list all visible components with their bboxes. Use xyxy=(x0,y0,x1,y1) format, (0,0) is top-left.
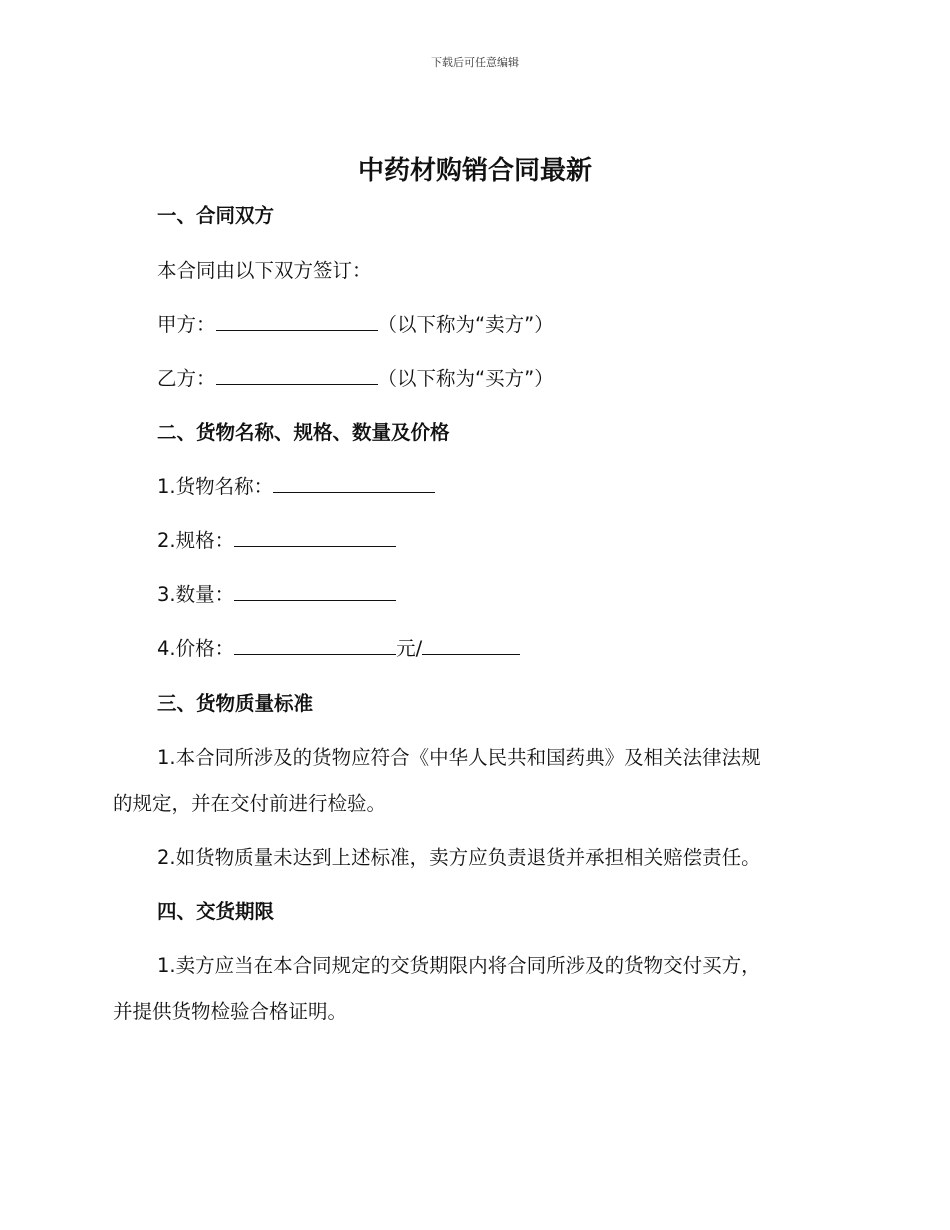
goods-qty-label: 3.数量： xyxy=(157,583,235,606)
section-heading-delivery: 四、交货期限 xyxy=(157,900,275,923)
section-heading-quality: 三、货物质量标准 xyxy=(157,692,314,715)
party-b-note: （以下称为“买方”） xyxy=(377,367,554,390)
party-a-line xyxy=(157,309,554,337)
goods-price-unit-blank[interactable] xyxy=(422,635,520,655)
goods-price-label: 4.价格： xyxy=(157,637,235,660)
document-title: 中药材购销合同最新 xyxy=(357,156,592,186)
party-b-line xyxy=(157,363,554,391)
goods-qty-blank[interactable] xyxy=(234,581,396,601)
goods-qty-line xyxy=(157,579,396,607)
quality-p2: 2.如货物质量未达到上述标准，卖方应负责退货并承担相关赔偿责任。 xyxy=(157,846,761,869)
section-heading-parties: 一、合同双方 xyxy=(157,204,275,227)
quality-p1-line1: 1.本合同所涉及的货物应符合《中华人民共和国药典》及相关法律法规 xyxy=(157,746,761,769)
delivery-p1-line1: 1.卖方应当在本合同规定的交货期限内将合同所涉及的货物交付买方， xyxy=(157,954,761,977)
party-b-label: 乙方： xyxy=(157,367,216,390)
parties-intro: 本合同由以下双方签订： xyxy=(157,259,372,282)
party-a-label: 甲方： xyxy=(157,313,216,336)
goods-price-unit: 元/ xyxy=(396,637,423,660)
goods-spec-line xyxy=(157,525,396,553)
party-a-blank[interactable] xyxy=(216,311,378,331)
goods-name-label: 1.货物名称： xyxy=(157,475,274,498)
goods-spec-label: 2.规格： xyxy=(157,529,235,552)
goods-price-line xyxy=(157,633,520,661)
goods-name-line xyxy=(157,471,435,499)
delivery-p1-line2: 并提供货物检验合格证明。 xyxy=(113,1000,348,1023)
goods-name-blank[interactable] xyxy=(273,473,435,493)
goods-price-blank[interactable] xyxy=(234,635,396,655)
header-note: 下载后可任意编辑 xyxy=(431,56,519,69)
section-heading-goods: 二、货物名称、规格、数量及价格 xyxy=(157,421,450,444)
party-b-blank[interactable] xyxy=(216,365,378,385)
quality-p1-line2: 的规定，并在交付前进行检验。 xyxy=(113,792,387,815)
goods-spec-blank[interactable] xyxy=(234,527,396,547)
party-a-note: （以下称为“卖方”） xyxy=(377,313,554,336)
